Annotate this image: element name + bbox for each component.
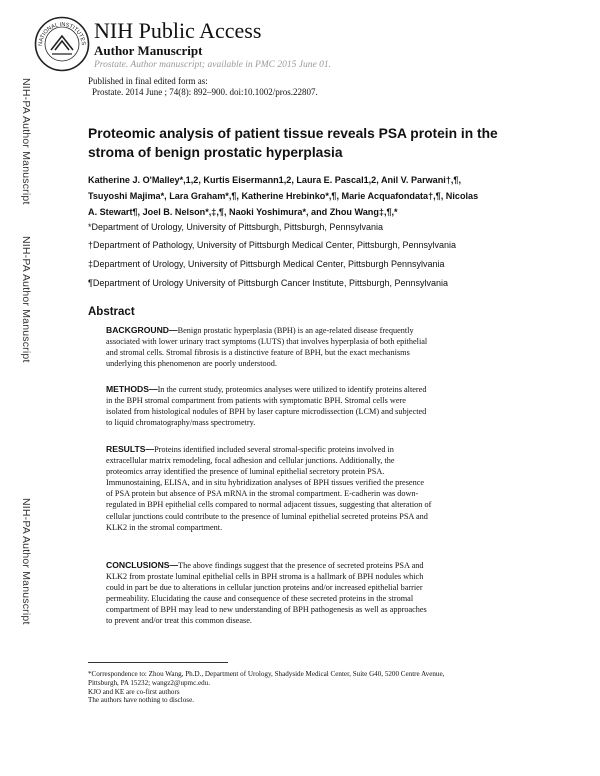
svg-text:NATIONAL INSTITUTES OF HEALTH xyxy=(34,16,86,46)
abstract-methods: METHODS—In the current study, proteomics analyses were utilized to identify proteins altered in the BPH stromal compartment from patients with symptomatic BPH. Stromal cells were isolated from histological nodules of BPH by laser capture microdissection (LCM) and subjected to liquid chromatography/mass spectrometry. xyxy=(106,384,427,428)
header-title: NIH Public Access xyxy=(94,18,262,43)
section-label: BACKGROUND— xyxy=(106,325,178,335)
authors-line-2: Tsuyoshi Majima*, Lara Graham*,¶, Katherine Hrebinko*,¶, Marie Acquafondata†,¶, Nicolas xyxy=(88,191,479,201)
abstract-results: RESULTS—Proteins identified included several stromal-specific proteins involved in extracellular matrix remodeling, focal adhesion and cellular junctions. Additionally, the proteomics array identified the presence of luminal epithelial secretory protein PSA. Immunostaining, ELISA, and in situ hybridization analyses of BPH tissues verified the presence of PSA protein but absence of PSA mRNA in the stromal compartment. E-cadherin was down- regulated in BPH epithelial cells compared to normal adjacent tissues, suggesting that alteration of cellular junctions could contribute to the presence of luminal epithelial secreted proteins PSA and KLK2 in the stromal compartment. xyxy=(106,444,432,532)
footnote-address: Pittsburgh, PA 15232; wangz2@upmc.edu. xyxy=(88,678,211,687)
authors-line-3: A. Stewart¶, Joel B. Nelson*,‡,¶, Naoki Yoshimura*, and Zhou Wang‡,¶,* xyxy=(88,207,398,217)
affiliation-3: ‡Department of Urology, University of Pittsburgh Medical Center, Pittsburgh Pennsylvania xyxy=(88,259,445,269)
affiliation-4: ¶Department of Urology University of Pittsburgh Cancer Institute, Pittsburgh, Pennsylvania xyxy=(88,278,448,288)
nih-logo xyxy=(34,16,90,72)
affiliation-2: †Department of Pathology, University of Pittsburgh Medical Center, Pittsburgh, Pennsylvania xyxy=(88,240,457,250)
article-title xyxy=(88,124,568,162)
nih-seal-icon xyxy=(34,16,90,72)
abstract-background: BACKGROUND—Benign prostatic hyperplasia (BPH) is an age-related disease frequently associated with lower urinary tract symptoms (LUTS) that involves hyperplasia of both epithelial and stromal cells. Stromal fibrosis is a distinctive feature of BPH, but the exact mechanisms underlying this phenomenon are poorly understood. xyxy=(106,325,428,369)
title-line-2: stroma of benign prostatic hyperplasia xyxy=(88,145,343,160)
abstract-conclusions: CONCLUSIONS—The above findings suggest that the presence of secreted proteins PSA and KLK2 from prostate luminal epithelial cells in BPH stroma is a hallmark of BPH nodules which could in part be due to alterations in cellular junction proteins and/or increased epithelial barrier permeability. Elucidating the cause and consequence of these secreted proteins in the stromal compartment of BPH may lead to new understanding of BPH pathogenesis as well as approaches to prevent and/or treat this common disease. xyxy=(106,560,427,626)
section-label: METHODS— xyxy=(106,384,158,394)
abstract-heading: Abstract xyxy=(88,306,135,318)
logo-text: NATIONAL INSTITUTES xyxy=(37,21,87,47)
footnote-cofirst: KJO and KE are co-first authors xyxy=(88,687,180,696)
section-label: RESULTS— xyxy=(106,444,155,454)
pub-info-line2: Prostate. 2014 June ; 74(8): 892–900. doi:10.1002/pros.22807. xyxy=(92,87,318,97)
authors-line-1: Katherine J. O'Malley*,1,2, Kurtis Eisermann1,2, Laura E. Pascal1,2, Anil V. Parwani†,¶, xyxy=(88,175,461,185)
header-subtitle: Author Manuscript xyxy=(94,43,203,58)
section-label: CONCLUSIONS— xyxy=(106,560,179,570)
footnotes xyxy=(88,670,508,705)
sidebar-label-top: NIH-PA Author Manuscript xyxy=(20,78,32,205)
affiliation-1: *Department of Urology, University of Pittsburgh, Pittsburgh, Pennsylvania xyxy=(88,222,383,232)
pub-info-line1: Published in final edited form as: xyxy=(88,76,208,86)
title-line-1: Proteomic analysis of patient tissue reveals PSA protein in the xyxy=(88,126,498,141)
footnote-correspondence: *Correspondence to: Zhou Wang, Ph.D., Department of Urology, Shadyside Medical Center, Suite G40, 5200 Centre Avenue, xyxy=(88,670,445,678)
author-list xyxy=(88,172,578,220)
footnote-divider xyxy=(88,662,228,663)
sidebar-label-bottom: NIH-PA Author Manuscript xyxy=(20,498,32,625)
sidebar-label-middle: NIH-PA Author Manuscript xyxy=(20,236,32,363)
footnote-disclosure: The authors have nothing to disclose. xyxy=(88,696,194,705)
header-note: Prostate. Author manuscript; available in PMC 2015 June 01. xyxy=(94,60,331,70)
